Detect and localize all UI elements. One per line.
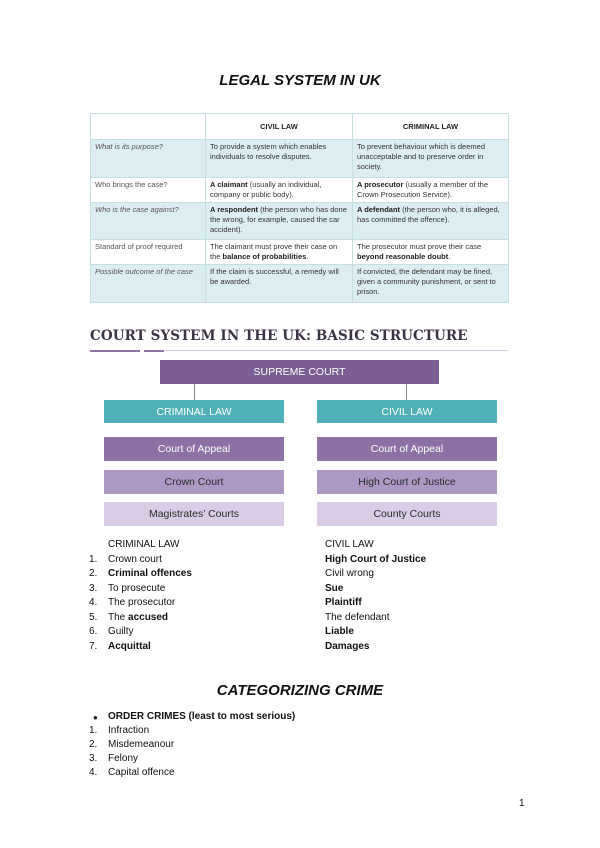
row-question: Who brings the case? — [91, 178, 206, 203]
criminal-term: The prosecutor — [108, 597, 176, 608]
civil-list-heading: CIVIL LAW — [325, 539, 374, 550]
criminal-text: The prosecutor must prove their case — [357, 242, 482, 251]
criminal-term-bold: accused — [128, 612, 169, 623]
list-number: 1. — [89, 554, 98, 565]
list-number: 4. — [89, 767, 98, 778]
county-courts-box: County Courts — [317, 502, 497, 526]
comparison-table — [90, 113, 509, 303]
heading-rule-light — [166, 350, 508, 351]
civil-appeal-box: Court of Appeal — [317, 437, 497, 461]
crime-category: Infraction — [108, 725, 150, 736]
list-number: 5. — [89, 612, 98, 623]
civil-term: Liable — [325, 626, 354, 637]
criminal-cell — [353, 178, 509, 203]
criminal-cell: To prevent behaviour which is deemed unacceptable and to preserve order in society. — [353, 140, 509, 178]
criminal-term: A prosecutor — [357, 180, 404, 189]
list-number: 3. — [89, 753, 98, 764]
civil-cell: If the claim is successful, a remedy will be awarded. — [206, 265, 353, 303]
list-number: 1. — [89, 725, 98, 736]
list-number: 3. — [89, 583, 98, 594]
list-number: 2. — [89, 568, 98, 579]
criminal-term: Guilty — [108, 626, 134, 637]
list-number: 7. — [89, 641, 98, 652]
row-question: Possible outcome of the case — [91, 265, 206, 303]
bullet-icon: ● — [93, 713, 98, 722]
criminal-text: (usually a member of the Crown Prosecution Service). — [357, 180, 489, 199]
criminal-appeal-box: Court of Appeal — [104, 437, 284, 461]
civil-term: A respondent — [210, 205, 259, 214]
civil-law-box: CIVIL LAW — [317, 400, 497, 423]
section-title: CATEGORIZING CRIME — [216, 682, 384, 699]
civil-term: Plaintiff — [325, 597, 362, 608]
row-question: What is its purpose? — [91, 140, 206, 178]
magistrates-courts-box: Magistrates’ Courts — [104, 502, 284, 526]
crown-court-box: Crown Court — [104, 470, 284, 494]
table-row — [91, 140, 509, 178]
crime-category: Capital offence — [108, 767, 175, 778]
criminal-term-prefix: The — [108, 612, 129, 623]
criminal-term: To prosecute — [108, 583, 166, 594]
list-number: 2. — [89, 739, 98, 750]
civil-term: balance of probabilities — [222, 252, 307, 261]
crime-category: Misdemeanour — [108, 739, 175, 750]
criminal-cell: The prosecutor must prove their case beyond reasonable doubt. — [353, 240, 509, 265]
table-row — [91, 203, 509, 240]
table-row — [91, 265, 509, 303]
civil-cell — [206, 178, 353, 203]
civil-term: A claimant — [210, 180, 248, 189]
table-header-cell: CIVIL LAW — [206, 114, 353, 140]
bullet-heading: ORDER CRIMES (least to most serious) — [108, 711, 296, 722]
list-number: 4. — [89, 597, 98, 608]
criminal-text: (the person who, it is alleged, has committed the offence). — [357, 205, 500, 224]
criminal-cell: If convicted, the defendant may be fined, given a community punishment, or sent to prison. — [353, 265, 509, 303]
criminal-term: Criminal offences — [108, 568, 192, 579]
heading-rule-mid — [144, 350, 164, 352]
criminal-list-heading: CRIMINAL LAW — [108, 539, 180, 550]
arrow-criminal-to-supreme — [194, 384, 195, 400]
civil-text: (usually an individual, company or public body). — [210, 180, 322, 199]
civil-text: The claimant must prove their case on the — [210, 242, 338, 261]
table-row — [91, 240, 509, 265]
row-question: Who is the case against? — [91, 203, 206, 240]
row-question: Standard of proof required — [91, 240, 206, 265]
civil-term: High Court of Justice — [325, 554, 427, 565]
criminal-law-box: CRIMINAL LAW — [104, 400, 284, 423]
civil-term: Sue — [325, 583, 344, 594]
page-title: LEGAL SYSTEM IN UK — [219, 72, 381, 89]
table-header-cell — [91, 114, 206, 140]
table-header-row — [91, 114, 509, 140]
list-number: 6. — [89, 626, 98, 637]
table-row — [91, 178, 509, 203]
criminal-term: beyond reasonable doubt — [357, 252, 449, 261]
civil-cell — [206, 203, 353, 240]
criminal-term: Crown court — [108, 554, 162, 565]
supreme-court-box: SUPREME COURT — [160, 360, 439, 384]
civil-term: Damages — [325, 641, 370, 652]
high-court-box: High Court of Justice — [317, 470, 497, 494]
criminal-term: A defendant — [357, 205, 401, 214]
civil-cell: The claimant must prove their case on the balance of probabilities. — [206, 240, 353, 265]
civil-term: The defendant — [325, 612, 390, 623]
page-number: 1 — [519, 798, 525, 809]
table-header-cell: CRIMINAL LAW — [353, 114, 509, 140]
civil-text: (the person who has done the wrong, for example, caused the car accident). — [210, 205, 347, 234]
court-structure-heading: COURT SYSTEM IN THE UK: BASIC STRUCTURE — [90, 328, 468, 344]
arrow-civil-to-supreme — [406, 384, 407, 400]
crime-category: Felony — [108, 753, 139, 764]
civil-cell: To provide a system which enables individuals to resolve disputes. — [206, 140, 353, 178]
heading-rule-dark — [90, 350, 140, 352]
criminal-cell — [353, 203, 509, 240]
civil-term: Civil wrong — [325, 568, 374, 579]
criminal-term: Acquittal — [108, 641, 151, 652]
criminal-term — [108, 612, 168, 623]
